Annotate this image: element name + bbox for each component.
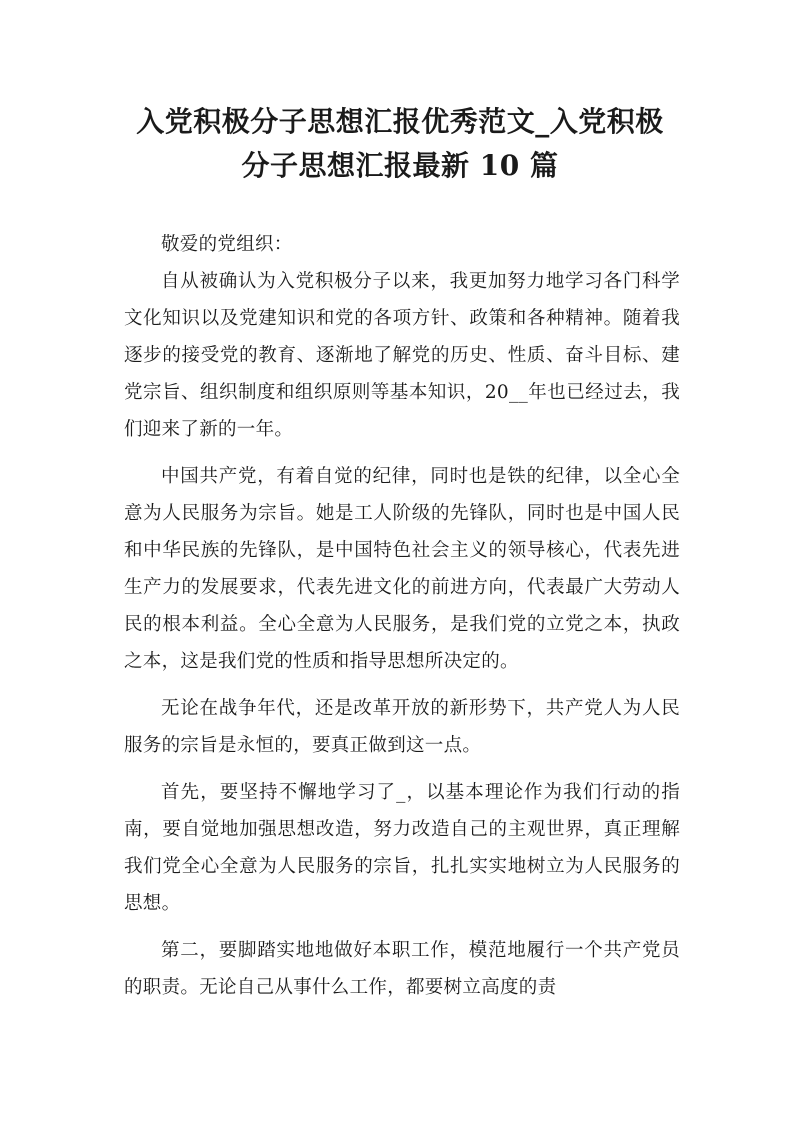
paragraph: 中国共产党，有着自觉的纪律，同时也是铁的纪律，以全心全意为人民服务为宗旨。她是工人阶级的先锋队，同时也是中国人民和中华民族的先锋队，是中国特色社会主义的领导核心，代表先进生产力的发展要求，代表先进文化的前进方向，代表最广大劳动人民的根本利益。全心全意为人民服务，是我们党的立党之本，执政之本，这是我们党的性质和指导思想所决定的。	[124, 466, 680, 672]
paragraph: 第二，要脚踏实地地做好本职工作，模范地履行一个共产党员的职责。无论自己从事什么工作，都要树立高度的责	[124, 940, 680, 998]
document-title	[60, 100, 740, 188]
title-line-1: 入党积极分子思想汇报优秀范文_入党积极	[136, 105, 664, 138]
paragraph: 自从被确认为入党积极分子以来，我更加努力地学习各门科学文化知识以及党建知识和党的各项方针、政策和各种精神。随着我逐步的接受党的教育、逐渐地了解党的历史、性质、奋斗目标、建党宗旨、组织制度和组织原则等基本知识，20__年也已经过去，我们迎来了新的一年。	[124, 271, 680, 440]
document-body	[124, 226, 680, 1016]
paragraph: 无论在战争年代，还是改革开放的新形势下，共产党人为人民服务的宗旨是永恒的，要真正做到这一点。	[124, 698, 680, 756]
paragraph: 首先，要坚持不懈地学习了_，以基本理论作为我们行动的指南，要自觉地加强思想改造，努力改造自己的主观世界，真正理解我们党全心全意为人民服务的宗旨，扎扎实实地树立为人民服务的思想。	[124, 782, 680, 914]
salutation: 敬爱的党组织：	[161, 234, 293, 255]
title-line-2: 分子思想汇报最新 10 篇	[241, 149, 559, 182]
